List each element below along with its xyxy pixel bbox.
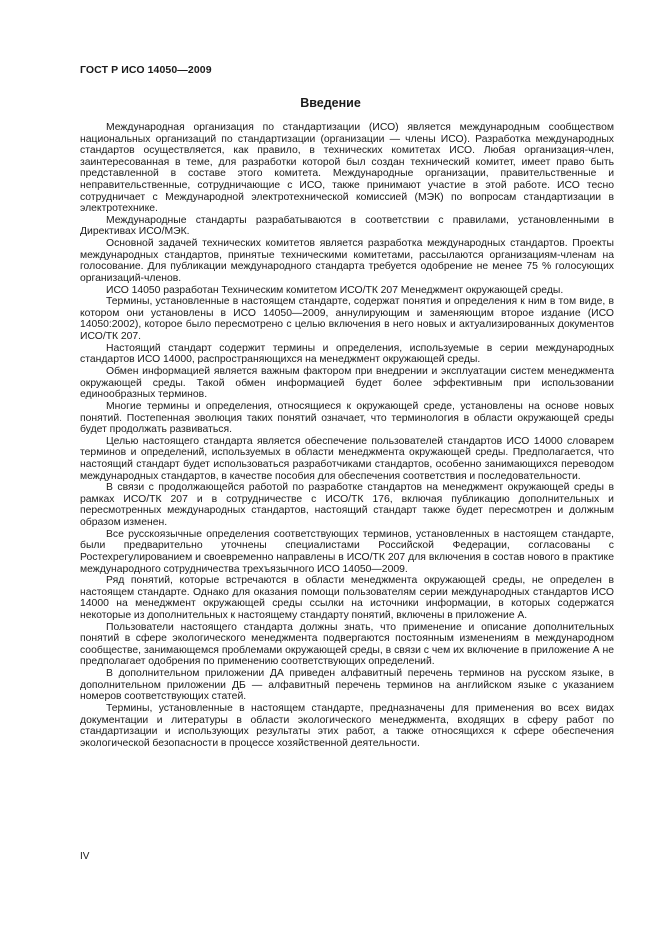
section-title: Введение (300, 96, 361, 110)
page-number: IV (80, 851, 90, 862)
paragraph: Термины, установленные в настоящем стандарте, содержат понятия и определения к ним в том виде, в котором они установлены в ИСО 14050—2009, аннулирующим и заменяющим второе издание (ИСО 14050:2002), которое было пересмотрено с целью включения в него новых и актуализированных документов ИСО/ТК 207. (80, 296, 614, 343)
paragraph: Международные стандарты разрабатываются в соответствии с правилами, установленными в Директивах ИСО/МЭК. (80, 214, 614, 238)
paragraph: Основной задачей технических комитетов является разработка международных стандартов. Проекты международных стандартов, принятые техническими комитетами, рассылаются организациям-членам на голосование. Для публикации международного стандарта требуется одобрение не менее 75 % голосующих организаций-членов. (80, 238, 614, 284)
paragraph: Пользователи настоящего стандарта должны знать, что применение и описание дополнительных понятий в сфере экологического менеджмента подвергаются постоянным изменениям в международном сообществе, занимающемся проблемами окружающей среды, в связи с чем их включение в приложение А не предполагает одобрения по применению соответствующих определений. (80, 621, 614, 668)
paragraph: Многие термины и определения, относящиеся к окружающей среде, установлены на основе новых понятий. Постепенная эволюция таких понятий означает, что терминология в области окружающей среды будет продолжать развиваться. (80, 400, 614, 436)
paragraph: Обмен информацией является важным фактором при внедрении и эксплуатации систем менеджмента окружающей среды. Такой обмен информацией будет более эффективным при использовании единообразных терминов. (80, 366, 614, 401)
paragraph: В связи с продолжающейся работой по разработке стандартов на менеджмент окружающей среды в рамках ИСО/ТК 207 и в сотрудничестве с ИСО/ТК 176, включая публикацию дополнительных и пересмотренных международных стандартов, настоящий стандарт также будет пересмотрен и должным образом изменен. (80, 482, 614, 529)
document-header-id: ГОСТ Р ИСО 14050—2009 (80, 64, 212, 76)
paragraph: Ряд понятий, которые встречаются в области менеджмента окружающей среды, не определен в настоящем стандарте. Однако для оказания помощи пользователям серии международных стандартов ИСО 14000 на менеджмент окружающей среды ссылки на источники информации, в которых содержатся некоторые из дополнительных к настоящему стандарту понятий, включены в приложение А. (80, 575, 614, 621)
paragraph: ИСО 14050 разработан Техническим комитетом ИСО/ТК 207 Менеджмент окружающей среды. (106, 284, 564, 296)
paragraph: Международная организация по стандартизации (ИСО) является международным сообществом национальных организаций по стандартизации (организации — члены ИСО). Разработка международных стандартов осуществляется, как правило, в технических комитетах ИСО. Любая организация-член, заинтересованная в теме, для разработки которой был создан технический комитет, имеет право быть представленной в составе этого комитета. Международные организации, правительственные и неправительственные, сотрудничающие с ИСО, также принимают участие в этой работе. ИСО тесно сотрудничает с Международной электротехнической комиссией (МЭК) по вопросам стандартизации в электротехнике. (80, 122, 614, 215)
paragraph: Термины, установленные в настоящем стандарте, предназначены для применения во всех видах документации и литературы в области экологического менеджмента, входящих в сферу работ по стандартизации и использующих результаты этих работ, а также относящихся к сфере обеспечения экологической безопасности в процессе хозяйственной деятельности. (80, 703, 614, 749)
paragraph: Целью настоящего стандарта является обеспечение пользователей стандартов ИСО 14000 словарем терминов и определений, используемых в области менеджмента окружающей среды. Предполагается, что настоящий стандарт будет использоваться разработчиками стандартов, особенно занимающихся переводом международных стандартов, в качестве пособия для обеспечения соответствия и последовательности. (80, 435, 614, 482)
body-text (80, 122, 614, 749)
paragraph: Настоящий стандарт содержит термины и определения, используемые в серии международных стандартов ИСО 14000, распространяющихся на менеджмент окружающей среды. (80, 342, 614, 366)
paragraph: Все русскоязычные определения соответствующих терминов, установленных в настоящем стандарте, были предварительно уточнены специалистами Российской Федерации, согласованы с Ростехрегулированием и своевременно направлены в ИСО/ТК 207 для включения в состав нового в практике международного сотрудничества трехъязычного ИСО 14050—2009. (80, 528, 614, 575)
paragraph: В дополнительном приложении ДА приведен алфавитный перечень терминов на русском языке, в дополнительном приложении ДБ — алфавитный перечень терминов на английском языке с указанием номеров соответствующих статей. (80, 668, 614, 703)
